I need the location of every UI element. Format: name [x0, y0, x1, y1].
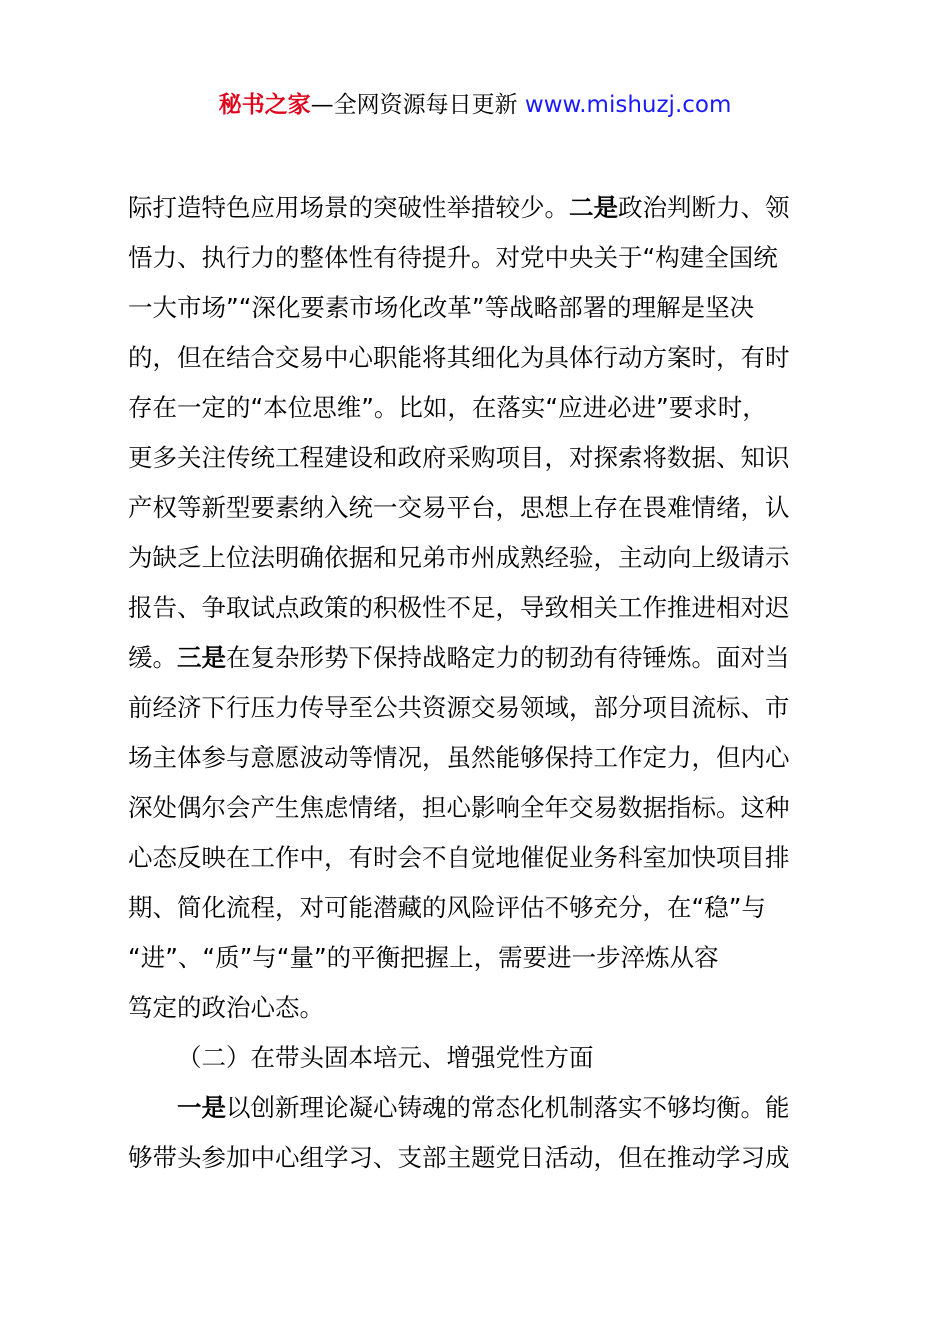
- body-line: [128, 733, 838, 783]
- body-text: 悟力、执行力的整体性有待提升。对党中央关于“构建全国统: [128, 243, 778, 272]
- body-text: 政治判断力、领: [618, 193, 790, 222]
- site-url-link[interactable]: www.mishuzj.com: [524, 92, 732, 118]
- body-text: （二）在带头固本培元、增强党性方面: [177, 1043, 594, 1072]
- body-text: 期、简化流程，对可能潜藏的风险评估不够充分，在“稳”与: [128, 893, 766, 922]
- body-line: [128, 433, 838, 483]
- bold-lead-text: 三是: [177, 643, 226, 672]
- body-line: [128, 983, 838, 1033]
- body-line: [128, 233, 838, 283]
- bold-lead-text: 二是: [569, 193, 618, 222]
- body-line: [128, 633, 838, 683]
- body-line: [128, 583, 838, 633]
- body-line: [128, 533, 838, 583]
- body-text: 在复杂形势下保持战略定力的韧劲有待锤炼。面对当: [226, 643, 790, 672]
- body-text: 深处偶尔会产生焦虑情绪，担心影响全年交易数据指标。这种: [128, 793, 790, 822]
- brand-name: 秘书之家: [218, 92, 311, 118]
- body-line: [128, 283, 838, 333]
- site-header: [0, 90, 950, 120]
- body-text: 存在一定的“本位思维”。比如，在落实“应进必进”要求时，: [128, 393, 767, 422]
- body-line: [128, 1083, 838, 1133]
- body-text: 心态反映在工作中，有时会不自觉地催促业务科室加快项目排: [128, 843, 790, 872]
- body-line: [128, 483, 838, 533]
- body-line: [128, 833, 838, 883]
- body-line: [128, 683, 838, 733]
- body-line: [128, 1033, 838, 1083]
- body-text: 际打造特色应用场景的突破性举措较少。: [128, 193, 569, 222]
- document-body: [128, 183, 838, 1183]
- body-text: 笃定的政治心态。: [128, 993, 324, 1022]
- body-text: 场主体参与意愿波动等情况，虽然能够保持工作定力，但内心: [128, 743, 790, 772]
- body-line: [128, 783, 838, 833]
- body-text: 更多关注传统工程建设和政府采购项目，对探索将数据、知识: [128, 443, 790, 472]
- body-text: 够带头参加中心组学习、支部主题党日活动，但在推动学习成: [128, 1143, 790, 1172]
- body-text: 前经济下行压力传导至公共资源交易领域，部分项目流标、市: [128, 693, 790, 722]
- body-text: 以创新理论凝心铸魂的常态化机制落实不够均衡。能: [226, 1093, 790, 1122]
- body-text: 产权等新型要素纳入统一交易平台，思想上存在畏难情绪，认: [128, 493, 790, 522]
- body-line: [128, 883, 838, 933]
- body-line: [128, 183, 838, 233]
- body-text: 的，但在结合交易中心职能将其细化为具体行动方案时，有时: [128, 343, 790, 372]
- body-line: [128, 333, 838, 383]
- body-line: [128, 1133, 838, 1183]
- body-text: 缓。: [128, 643, 177, 672]
- header-tagline: —全网资源每日更新: [310, 92, 525, 118]
- bold-lead-text: 一是: [177, 1093, 226, 1122]
- body-text: 报告、争取试点政策的积极性不足，导致相关工作推进相对迟: [128, 593, 790, 622]
- body-text: 一大市场”“深化要素市场化改革”等战略部署的理解是坚决: [128, 293, 755, 322]
- body-text: 为缺乏上位法明确依据和兄弟市州成熟经验，主动向上级请示: [128, 543, 790, 572]
- body-line: [128, 383, 838, 433]
- body-text: “进”、“质”与“量”的平衡把握上，需要进一步淬炼从容: [128, 943, 719, 972]
- body-line: [128, 933, 838, 983]
